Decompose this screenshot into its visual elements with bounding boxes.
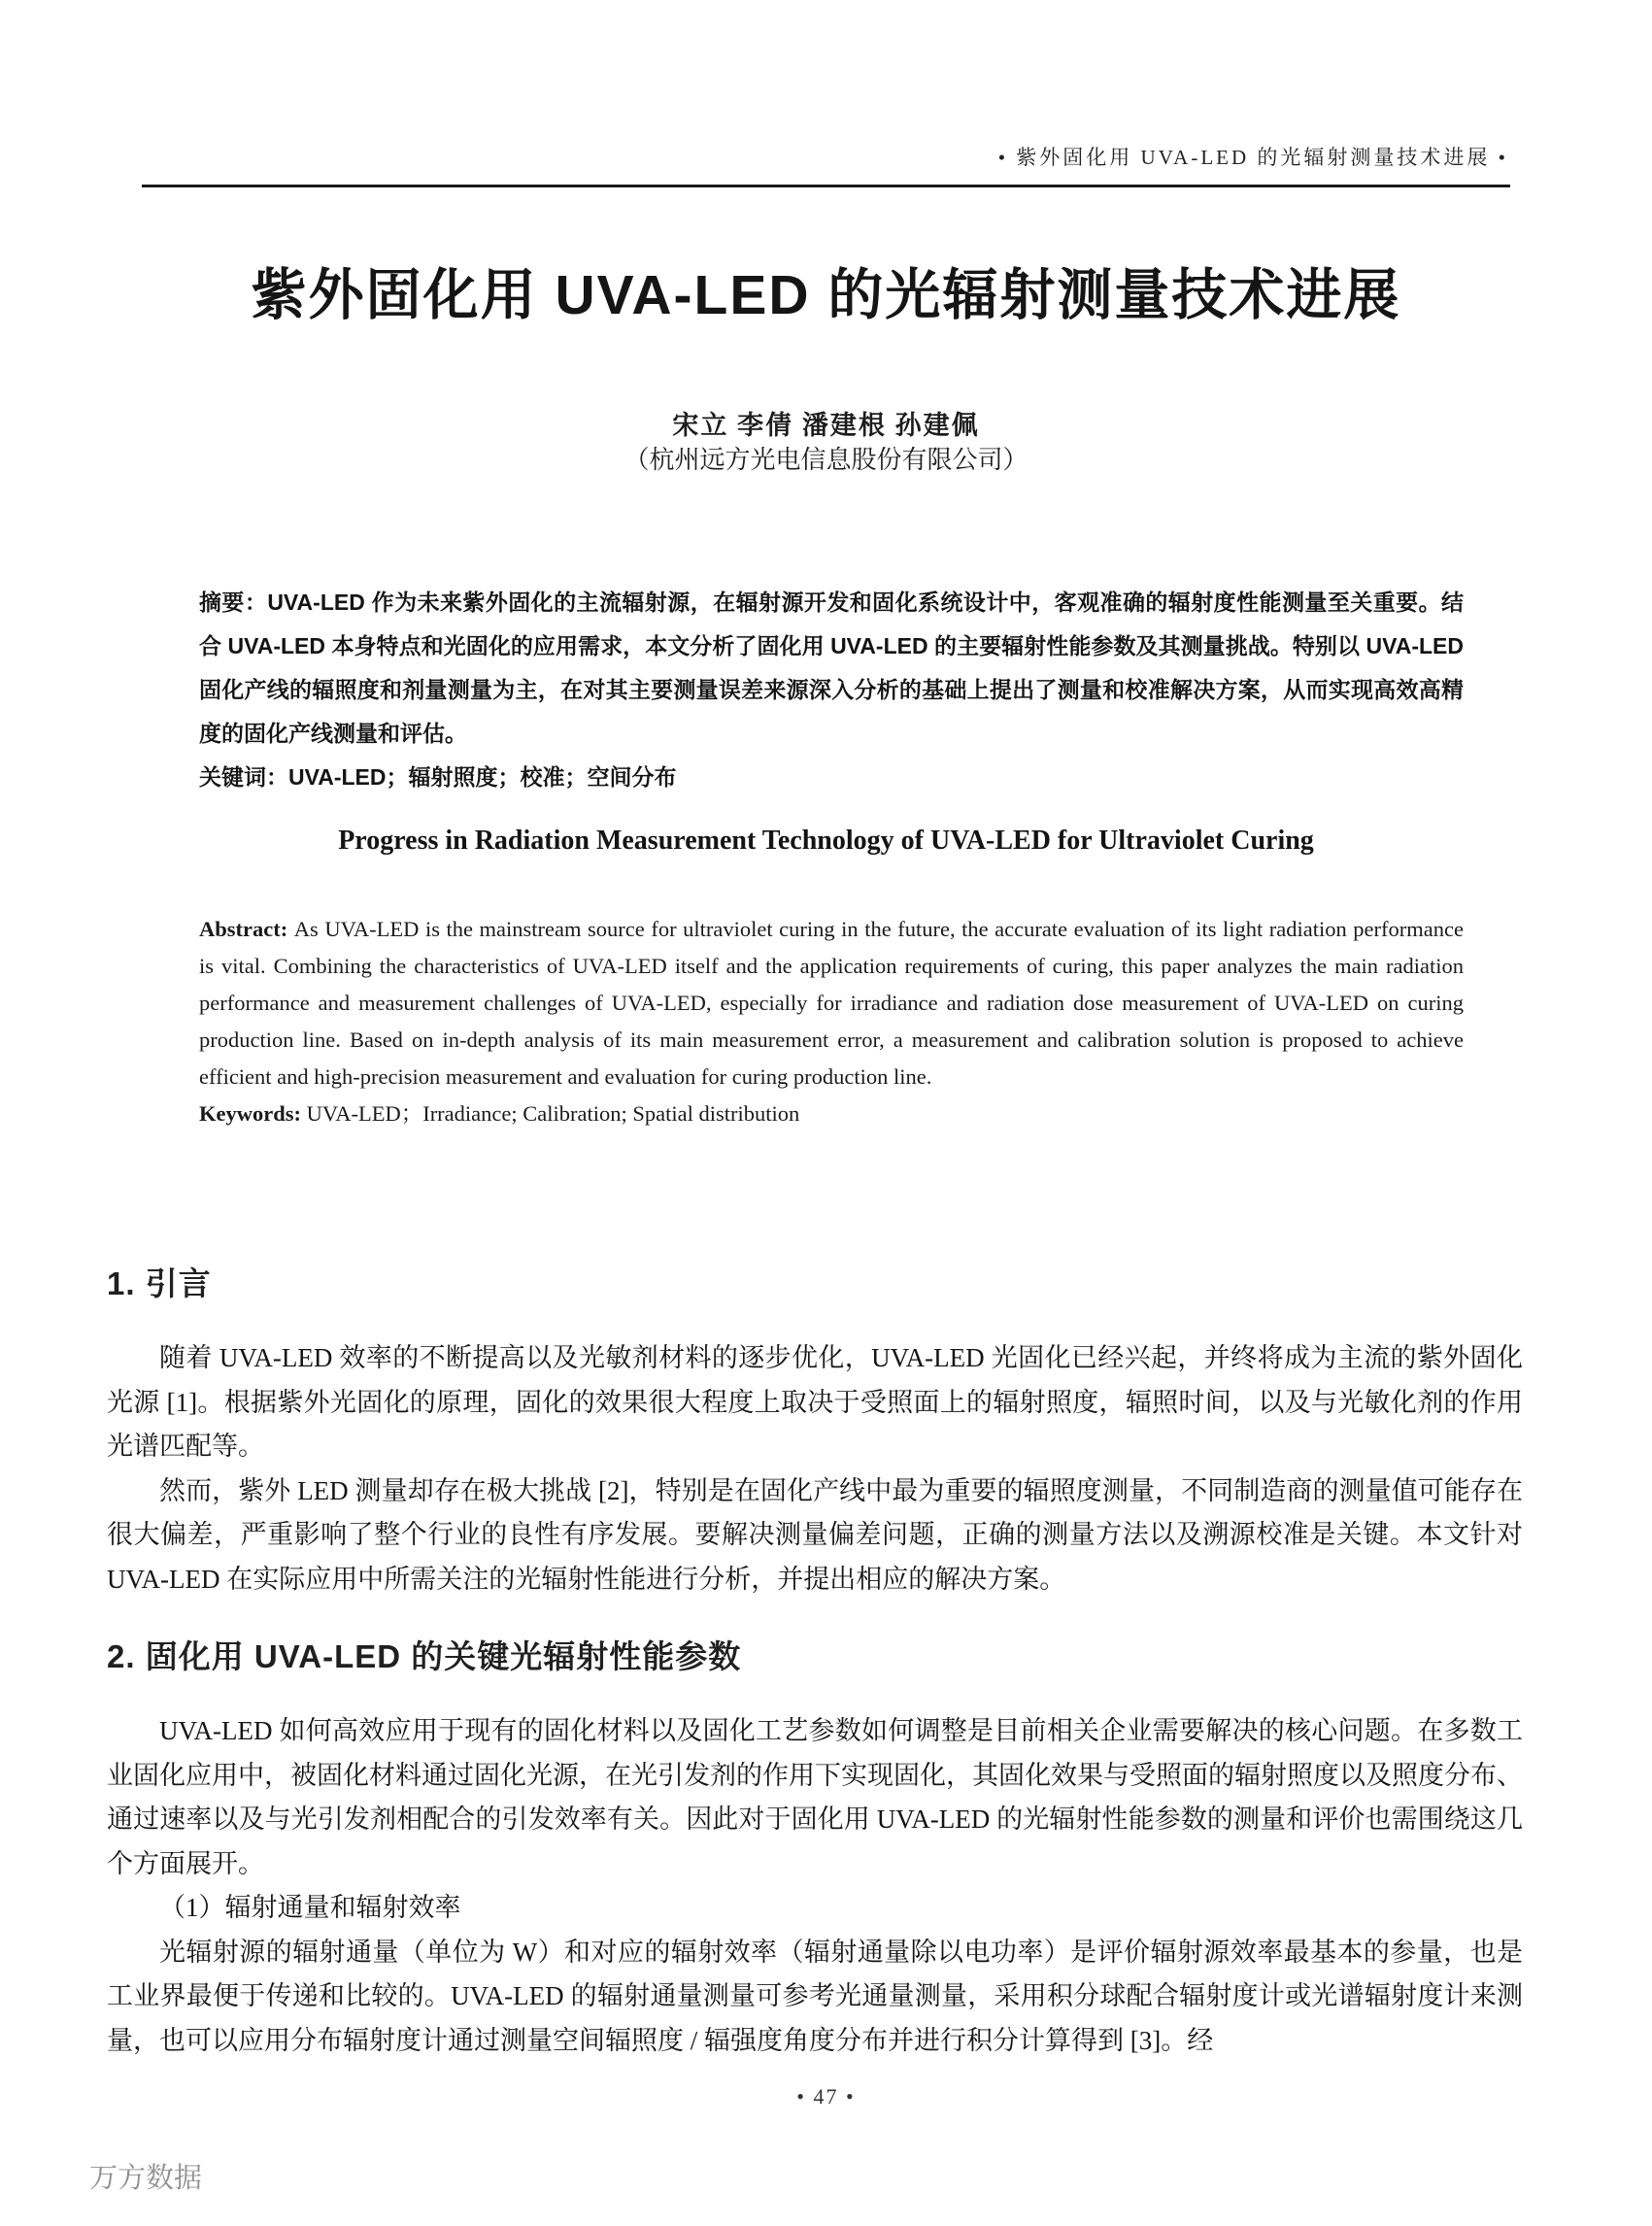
running-head: • 紫外固化用 UVA-LED 的光辐射测量技术进展 •	[997, 146, 1508, 169]
abstract-cn-paragraph	[199, 581, 1464, 756]
affiliation: （杭州远方光电信息股份有限公司）	[624, 446, 1028, 474]
section-1-heading: 1. 引言	[107, 1265, 212, 1301]
section-2-paragraph: 光辐射源的辐射通量（单位为 W）和对应的辐射效率（辐射通量除以电功率）是评价辐射源效率最基本的参量，也是工业界最便于传递和比较的。UVA-LED 的辐射通量测量可参考光通量测量，采用积分球配合辐射度计或光谱辐射度计来测量，也可以应用分布辐射度计通过测量空间辐照度 / 辐强度角度分布并进行积分计算得到 [3]。经	[107, 1937, 1523, 2055]
keywords-cn-line	[199, 756, 1464, 799]
title-en: Progress in Radiation Measurement Technology of UVA-LED for Ultraviolet Curing	[338, 826, 1314, 856]
page-number: • 47 •	[796, 2084, 856, 2108]
keywords-en-label: Keywords:	[199, 1101, 307, 1126]
section-2-list-item: （1）辐射通量和辐射效率	[159, 1893, 461, 1922]
abstract-cn-label: 摘要：	[199, 590, 268, 615]
section-1-paragraph: 然而，紫外 LED 测量却存在极大挑战 [2]，特别是在固化产线中最为重要的辐照度测量，不同制造商的测量值可能存在很大偏差，严重影响了整个行业的良性有序发展。要解决测量偏差问题，正确的测量方法以及溯源校准是关键。本文针对 UVA-LED 在实际应用中所需关注的光辐射性能进行分析，并提出相应的解决方案。	[107, 1475, 1523, 1594]
section-2-heading: 2. 固化用 UVA-LED 的关键光辐射性能参数	[107, 1638, 742, 1674]
keywords-cn-label: 关键词：	[199, 764, 288, 790]
keywords-en-text: UVA-LED；Irradiance; Calibration; Spatial distribution	[306, 1101, 800, 1126]
keywords-cn-text: UVA-LED；辐射照度；校准；空间分布	[288, 764, 677, 790]
abstract-en-block	[199, 911, 1464, 1132]
abstract-en-text: As UVA-LED is the mainstream source for ultraviolet curing in the future, the accurate evaluation of its light radiation performance is vital. Combining the characteristics of UVA-LED itself and the application requirements of curing, this paper analyzes the main radiation performance and measurement challenges of UVA-LED, especially for irradiance and radiation dose measurement of UVA-LED on curing production line. Based on in-depth analysis of its main measurement error, a measurement and calibration solution is proposed to achieve efficient and high-precision measurement and evaluation for curing production line.	[199, 917, 1464, 1089]
section-1-body	[107, 1336, 1523, 1602]
abstract-en-label: Abstract:	[199, 917, 294, 941]
section-1-paragraph: 随着 UVA-LED 效率的不断提高以及光敏剂材料的逐步优化，UVA-LED 光固化已经兴起，并终将成为主流的紫外固化光源 [1]。根据紫外光固化的原理，固化的效果很大程度上取决于受照面上的辐射照度，辐照时间，以及与光敏化剂的作用光谱匹配等。	[107, 1343, 1523, 1461]
abstract-cn-block	[199, 581, 1464, 799]
keywords-en-line	[199, 1096, 1464, 1132]
paper-title: 紫外固化用 UVA-LED 的光辐射测量技术进展	[251, 264, 1401, 326]
section-2-body	[107, 1709, 1523, 2063]
abstract-cn-text: UVA-LED 作为未来紫外固化的主流辐射源，在辐射源开发和固化系统设计中，客观准确的辐射度性能测量至关重要。结合 UVA-LED 本身特点和光固化的应用需求，本文分析了固化用 UVA-LED 的主要辐射性能参数及其测量挑战。特别以 UVA-LED 固化产线的辐照度和剂量测量为主，在对其主要测量误差来源深入分析的基础上提出了测量和校准解决方案，从而实现高效高精度的固化产线测量和评估。	[199, 590, 1465, 746]
wanfang-watermark: 万方数据	[89, 2163, 203, 2194]
abstract-en-paragraph	[199, 911, 1464, 1096]
header-rule	[142, 185, 1510, 187]
section-2-paragraph: UVA-LED 如何高效应用于现有的固化材料以及固化工艺参数如何调整是目前相关企业需要解决的核心问题。在多数工业固化应用中，被固化材料通过固化光源，在光引发剂的作用下实现固化，其固化效果与受照面的辐射照度以及照度分布、通过速率以及与光引发剂相配合的引发效率有关。因此对于固化用 UVA-LED 的光辐射性能参数的测量和评价也需围绕这几个方面展开。	[107, 1716, 1523, 1878]
authors: 宋立 李倩 潘建根 孙建佩	[672, 411, 980, 440]
